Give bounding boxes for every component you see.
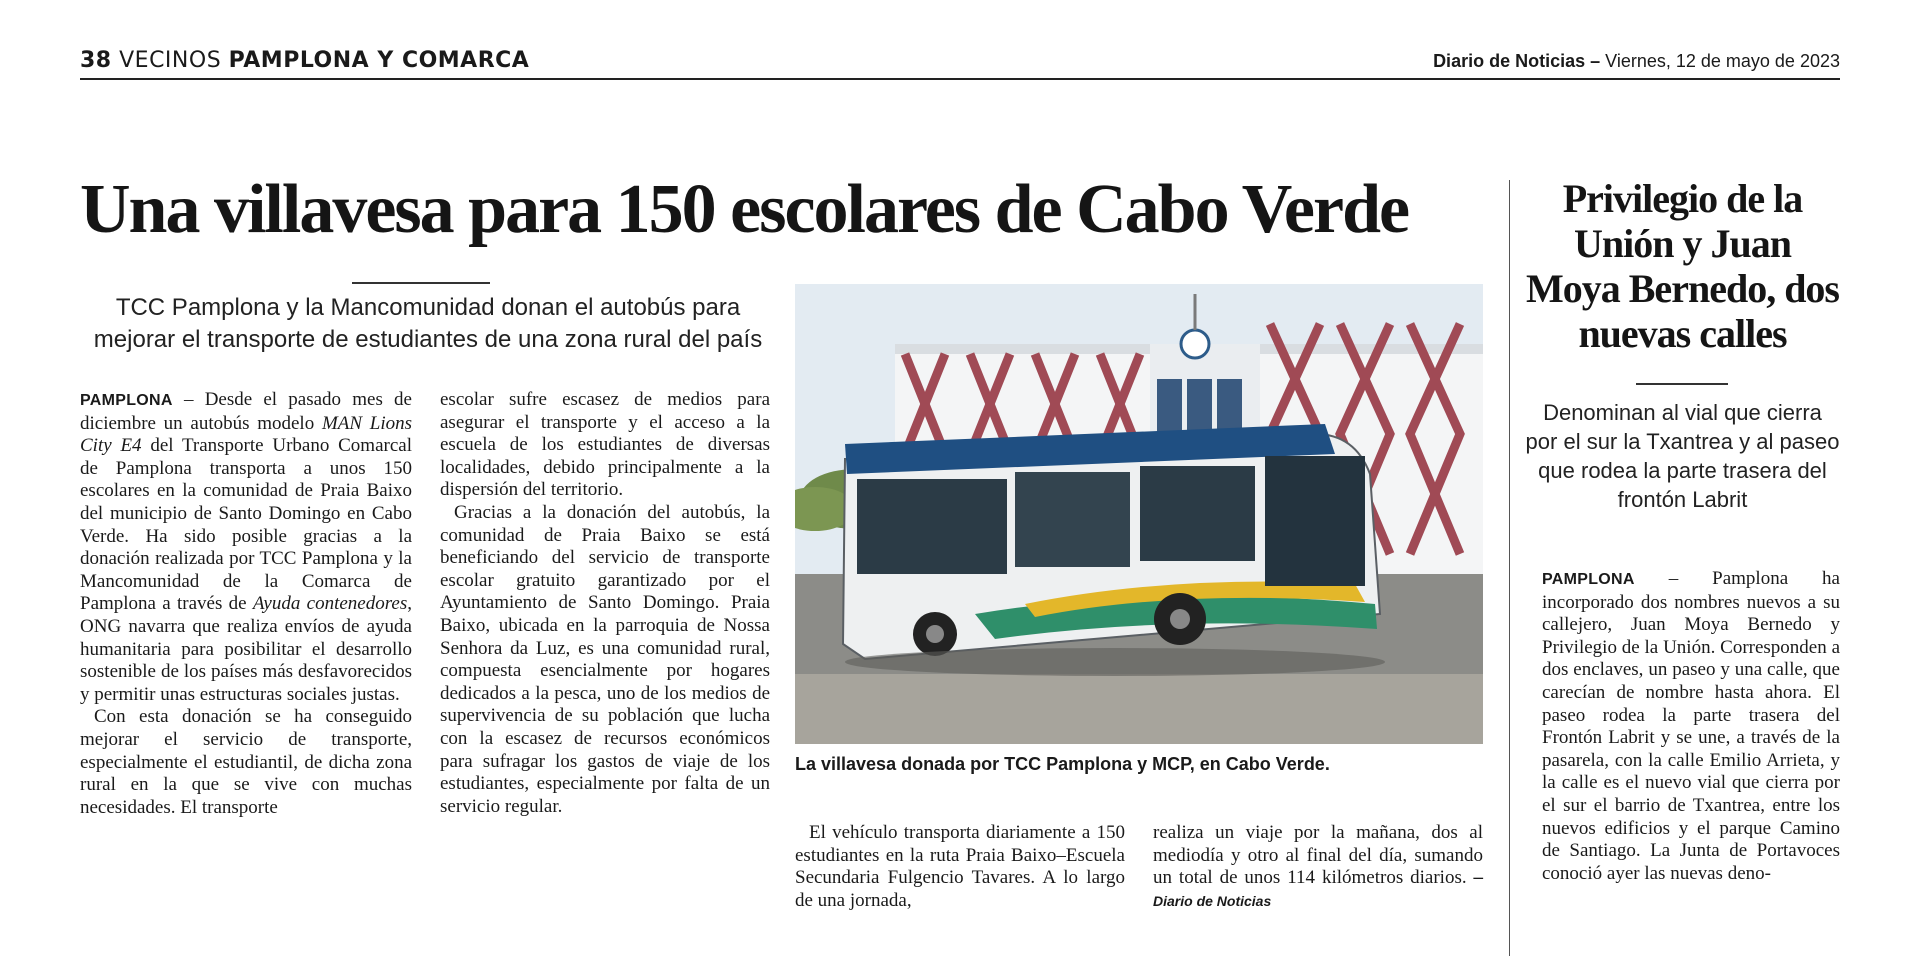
paragraph: Gracias a la donación del autobús, la comunidad de Praia Baixo se está beneficiando del servicio de transporte escolar gratuito garantizado por el Ayuntamiento de Santo Domingo. Praia Baixo, ubicada en la parroquia de Nossa Senhora da Luz, es una comunidad rural, compuesta esencialmente por hogares dedicados a la pesca, uno de los medios de supervivencia de su población que lucha con la escasez de recursos económicos para sufragar los gastos de viaje de los estudiantes, especialmente por falta de un servicio regular. <box>440 501 770 817</box>
paragraph: El vehículo transporta diariamente a 150 estudiantes en la ruta Praia Baixo–Escuela Secundaria Fulgencio Tavares. A lo largo de una jornada, <box>795 822 1125 911</box>
newspaper-name: Diario de Noticias <box>1433 51 1586 71</box>
header-dash: – <box>1590 51 1601 71</box>
ngo-name: Ayuda contenedores <box>252 593 408 615</box>
publication-info <box>1433 51 1840 72</box>
bus-shape <box>843 424 1380 659</box>
section-label <box>80 48 529 73</box>
sidebar-subhead: Denominan al vial que cierra por el sur la Txantrea y al paseo que rodea la parte trasera del frontón Labrit <box>1525 400 1840 512</box>
dateline: PAMPLONA <box>80 392 173 409</box>
subhead-divider <box>352 282 490 284</box>
article-headline: Una villavesa para 150 escolares de Cabo Verde <box>80 171 1409 248</box>
paragraph-text: del Transporte Urbano Comarcal de Pamplona transporta a unos 150 escolares en la comunidad de Praia Baixo del municipio de Santo Domingo en Cabo Verde. Ha sido posible gracias a la donación realizada por TCC Pamplona y la Mancomunidad de la Comarca de Pamplona a través de <box>80 435 412 615</box>
bus-photo <box>795 284 1483 744</box>
photo-caption: La villavesa donada por TCC Pamplona y MCP, en Cabo Verde. <box>795 754 1330 774</box>
page-header <box>80 48 1840 80</box>
dateline: PAMPLONA <box>1542 571 1635 588</box>
bus-photo-illustration <box>795 284 1483 744</box>
paragraph: Con esta donación se ha conseguido mejorar el servicio de transporte, especialmente el estudiantil, de dicha zona rural en la que se vive con muchas necesidades. El transporte <box>80 706 412 818</box>
article-credit: Diario de Noticias <box>1153 892 1272 909</box>
paragraph <box>80 389 412 706</box>
sidebar-divider <box>1636 383 1728 385</box>
article-column-4 <box>1153 822 1483 912</box>
section-name: VECINOS <box>119 48 222 73</box>
paragraph-text: – Pamplona ha incorporado dos nombres nuevos a su callejero, Juan Moya Bernedo y Privilegio de la Unión. Corresponden a dos enclaves, un paseo y una calle, que carecían de nombre hasta ahora. El paseo rodea la parte trasera del Frontón Labrit y se une, a través de la pasarela, con la calle Emilio Arrieta, y la calle es el nuevo vial que cierra por el sur el barrio de Txantrea, entre los nuevos edificios y el parque Camino de Santiago. La Junta de Portavoces conoció ayer las nuevas deno- <box>1542 568 1840 884</box>
paragraph-text: , ONG navarra que realiza envíos de ayuda humanitaria para posibilitar el desarrollo sostenible de los países más desfavorecidos y permitir unas estructuras sociales justas. <box>80 593 412 705</box>
subsection-name: PAMPLONA Y COMARCA <box>228 48 530 73</box>
credit-dash: – <box>1473 867 1484 889</box>
article-column-1 <box>80 389 412 819</box>
issue-date: Viernes, 12 de mayo de 2023 <box>1605 51 1840 71</box>
paragraph-text: – Desde el pasado mes de diciembre un autobús modelo <box>80 389 412 434</box>
page-number: 38 <box>80 48 112 73</box>
paragraph <box>1542 568 1840 885</box>
bus-model-name: MAN Lions City E4 <box>80 412 412 457</box>
paragraph <box>1153 822 1483 912</box>
sidebar-body <box>1542 568 1840 885</box>
article-column-2 <box>440 389 770 818</box>
article-subhead: TCC Pamplona y la Mancomunidad donan el autobús para mejorar el transporte de estudiantes de una zona rural del país <box>93 294 763 353</box>
paragraph-text: realiza un viaje por la mañana, dos al mediodía y otro al final del día, sumando un total de unos 114 kilómetros diarios. <box>1153 822 1483 889</box>
sidebar-headline: Privilegio de la Unión y Juan Moya Bernedo, dos nuevas calles <box>1526 176 1839 356</box>
article-column-3 <box>795 822 1125 912</box>
column-divider <box>1509 180 1510 956</box>
paragraph: escolar sufre escasez de medios para asegurar el transporte y el acceso a la escuela de los estudiantes de diversas localidades, debido principalmente a la dispersión del territorio. <box>440 389 770 501</box>
